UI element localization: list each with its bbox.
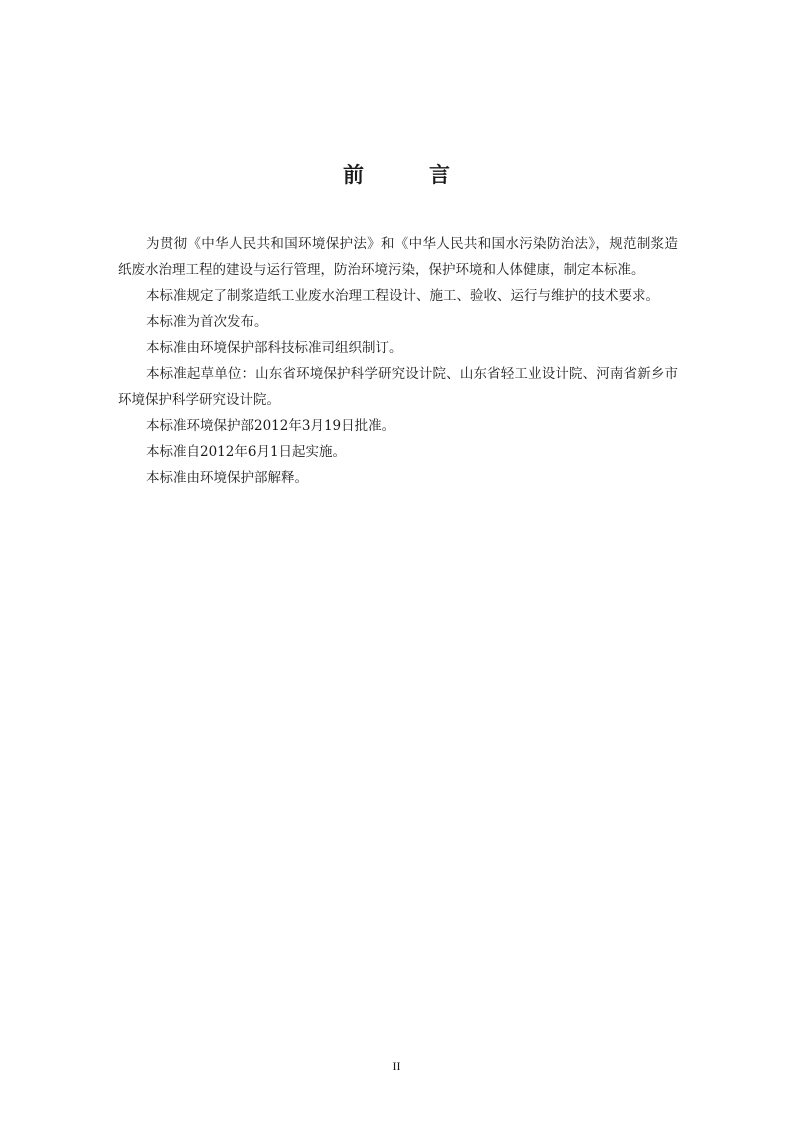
- paragraph-approval-date: 本标准环境保护部2012年3月19日批准。: [146, 418, 396, 434]
- page-number: II: [392, 1059, 401, 1073]
- paragraph-drafting-units: 本标准起草单位：山东省环境保护科学研究设计院、山东省轻工业设计院、河南省新乡市环境保护科学研究设计院。: [118, 366, 678, 408]
- paragraph-first-release: 本标准为首次发布。: [146, 314, 268, 330]
- paragraph-scope: 本标准规定了制浆造纸工业废水治理工程设计、施工、验收、运行与维护的技术要求。: [146, 288, 659, 304]
- paragraph-interpretation: 本标准由环境保护部解释。: [146, 470, 308, 486]
- paragraph-organizer: 本标准由环境保护部科技标准司组织制订。: [146, 340, 403, 356]
- paragraph-effective-date: 本标准自2012年6月1日起实施。: [146, 444, 347, 460]
- page-title: 前 言: [343, 163, 472, 187]
- paragraph-purpose: 为贯彻《中华人民共和国环境保护法》和《中华人民共和国水污染防治法》，规范制浆造纸废水治理工程的建设与运行管理，防治环境污染，保护环境和人体健康，制定本标准。: [118, 236, 678, 278]
- foreword-body: [118, 231, 678, 491]
